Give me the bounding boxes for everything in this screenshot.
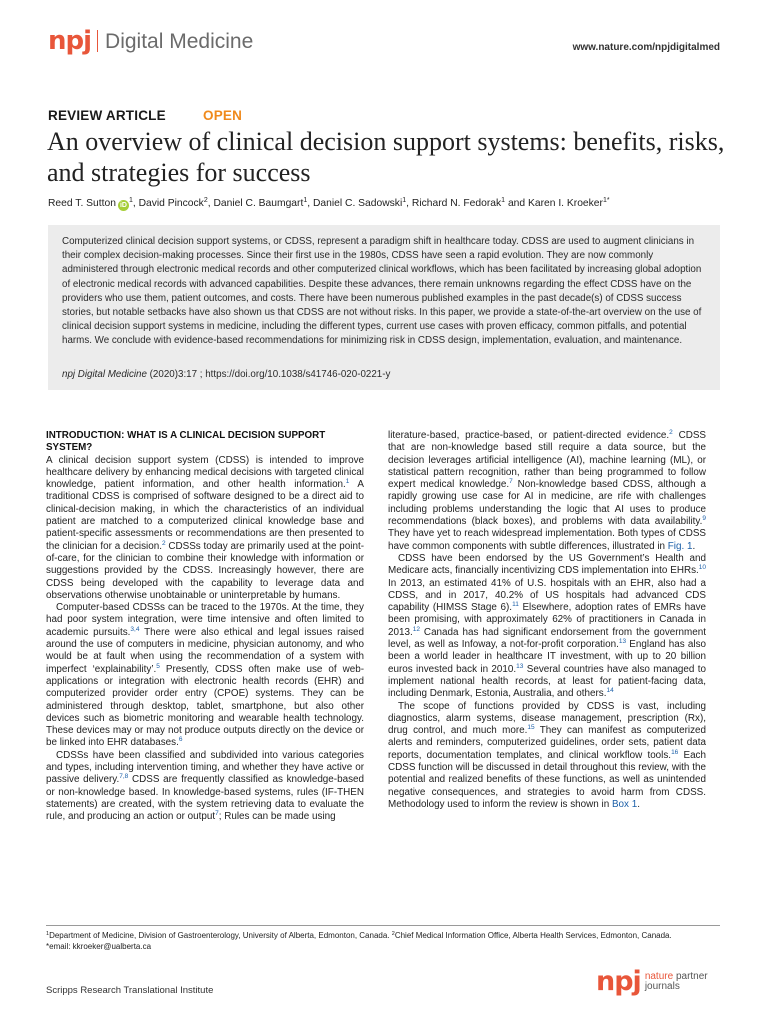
body-paragraph: literature-based, practice-based, or patient-directed evidence.$^2$ CDSS that are non-knowledge based still require a data source, but the decision leverages artificial intelligence (AI), machine learning (ML), or statistical pattern recognition, rather than being programmed to follow expert medical knowledge.$^7$ Non-knowledge based CDSS, although a rapidly growing use case for AI in medicine, are rife with challenges including problems understanding the logic that AI uses to produce recommendations (black boxes), and problems with data availability.$^9$ They have yet to reach widespread implementation. Both types of CDSS have common components with subtle differences, illustrated in Fig. 1. bbox=[388, 429, 707, 552]
reference-link[interactable]: 7 bbox=[509, 478, 513, 486]
reference-link[interactable]: 11 bbox=[512, 601, 519, 609]
orcid-icon[interactable]: iD bbox=[119, 202, 127, 209]
body-paragraph: CDSSs have been classified and subdivided into various categories and types, including intervention timing, and whether they have active or passive delivery.$^{7,8}$ CDSS are frequently classified as knowledge-based or non-knowledge based. In knowledge-based systems, rules (IF-THEN statements) are created, with the system retrieving data to evaluate the rule, and producing an action or output$^7$; Rules can be made using bbox=[46, 749, 364, 823]
affiliation-2: Chief Medical Information Office, Alberta Health Services, Edmonton, Canada. bbox=[394, 931, 672, 940]
author-affiliation-mark: 1 bbox=[128, 197, 133, 204]
reference-link[interactable]: 2 bbox=[669, 429, 673, 436]
section-heading: INTRODUCTION: WHAT IS A CLINICAL DECISION SUPPORT SYSTEM? bbox=[46, 430, 326, 454]
author-affiliation-mark: 1 bbox=[402, 197, 407, 204]
article-title: An overview of clinical decision support systems: benefits, risks, and strategies for success bbox=[47, 127, 725, 187]
author-separator: , bbox=[406, 198, 412, 209]
affiliations-footnote bbox=[46, 930, 726, 952]
author-name[interactable]: Daniel C. Sadowski bbox=[312, 198, 403, 209]
partner-journals-word: journals bbox=[644, 980, 680, 992]
reference-link[interactable]: 3,4 bbox=[130, 625, 140, 633]
reference-link[interactable]: 13 bbox=[618, 638, 627, 646]
journal-url-link[interactable]: www.nature.com/npjdigitalmed bbox=[572, 42, 720, 53]
author-affiliation-mark: 1 bbox=[303, 197, 308, 204]
reference-link[interactable]: 12 bbox=[412, 625, 420, 633]
figure-link[interactable]: Fig. 1 bbox=[667, 540, 693, 552]
open-access-badge: OPEN bbox=[203, 108, 243, 123]
citation-line bbox=[62, 369, 708, 380]
journal-name: Digital Medicine bbox=[105, 29, 254, 53]
body-paragraph: The scope of functions provided by CDSS is vast, including diagnostics, alarm systems, disease management, prescription (Rx), drug control, and much more.$^{15}$ They can manifest as computerized alerts and reminders, computerized guidelines, order sets, patient data reports, documentation templates, and clinical workflow tools.$^{16}$ Each CDSS function will be discussed in detail throughout this review, with the potential and realized benefits of these functions, as well as unintended negative consequences, and strategies to avoid harm from CDSS. Methodology used to inform the review is shown in Box 1. bbox=[388, 700, 706, 810]
body-paragraph: Computer-based CDSSs can be traced to the 1970s. At the time, they had poor system integration, were time intensive and often limited to academic pursuits.$^{3,4}$ There were also ethical and legal issues raised around the use of computers in medicine, physician autonomy, and who would be at fault when using the recommendation of a system with imperfect ‘explainability’.$^5$ Presently, CDSS often make use of web-applications or integration with electronic health records (EHR) and computerized provider order entry (CPOE) systems. They can be administered through desktop, tablet, smartphone, but also other devices such as biometric monitoring and wearable health technology. These devices may or may not produce outputs directly on the device or be linked into EHR databases.$^6$ bbox=[46, 602, 365, 749]
reference-link[interactable]: 13 bbox=[516, 662, 524, 670]
body-column-right bbox=[388, 430, 706, 811]
partner-nature-word: nature bbox=[644, 970, 674, 982]
author-list bbox=[48, 197, 728, 211]
author-separator: , bbox=[307, 198, 313, 209]
abstract-text: Computerized clinical decision support systems, or CDSS, represent a paradigm shift in healthcare today. CDSS are used to augment clinicians in their complex decision-making processes. Since their first use in the 1980s, CDSS have seen a rapid evolution. They are now commonly administered through electronic medical records and other computerized clinical workflows, which has been facilitated by increasing global adoption of electronic medical records with advanced capabilities. Despite these advances, there remain unknowns regarding the effect CDSS have on the providers who use them, patient outcomes, and costs. There have been numerous published examples in the past decade(s) of CDSS success stories, but notable setbacks have also shown us that CDSS are not without risks. In this paper, we provide a state-of-the-art overview on the use of clinical decision support systems in medicine, including the different types, current use cases with proven efficacy, common pitfalls, and potential harms. We conclude with evidence-based recommendations for minimizing risk in CDSS design, implementation, evaluation, and maintenance. bbox=[62, 236, 702, 347]
author-name[interactable]: Daniel C. Baumgart bbox=[213, 198, 304, 209]
affiliation-1: Department of Medicine, Division of Gastroenterology, University of Alberta, Edmonton, Canada. bbox=[49, 931, 390, 940]
footnote-divider bbox=[46, 925, 720, 926]
right-paragraphs bbox=[388, 430, 706, 811]
author-name[interactable]: Karen I. Kroeker bbox=[527, 198, 603, 209]
npj-logo: npj bbox=[48, 26, 92, 56]
body-paragraph: A clinical decision support system (CDSS) is intended to improve healthcare delivery by enhancing medical decisions with targeted clinical knowledge, patient information, and other health information.$^1$ A traditional CDSS is comprised of software designed to be a direct aid to clinical-decision making, in which the characteristics of an individual patient are matched to a computerized clinical knowledge base and patient-specific assessments or recommendations are then presented to the clinician for a decision.$^2$ CDSSs today are primarily used at the point-of-care, for the clinician to combine their knowledge with information or suggestions provided by the CDSS. Increasingly however, there are CDSS being developed with the capability to leverage data and observations otherwise unobtainable or uninterpretable by humans. bbox=[46, 454, 365, 601]
author-affiliation-mark: 1 bbox=[501, 197, 506, 204]
brand-divider bbox=[97, 30, 98, 52]
author-name[interactable]: David Pincock bbox=[138, 198, 204, 209]
author-separator: , bbox=[207, 198, 214, 209]
affiliation-line bbox=[46, 930, 726, 941]
left-paragraphs bbox=[46, 455, 364, 824]
reference-link[interactable]: 10 bbox=[698, 564, 706, 572]
reference-link[interactable]: 15 bbox=[527, 724, 535, 732]
author-separator: , bbox=[132, 198, 139, 209]
author-name[interactable]: Richard N. Fedorak bbox=[411, 198, 502, 209]
author-separator: and bbox=[505, 198, 528, 209]
nature-partner-logo bbox=[596, 968, 708, 995]
corresponding-email[interactable]: *email: kkroeker@ualberta.ca bbox=[46, 942, 152, 951]
partner-npj-mark: npj bbox=[596, 966, 641, 997]
reference-link[interactable]: 5 bbox=[156, 662, 160, 670]
journal-brand[interactable] bbox=[48, 28, 253, 54]
reference-link[interactable]: 14 bbox=[606, 687, 614, 695]
reference-link[interactable]: 9 bbox=[702, 515, 706, 523]
body-paragraph: CDSS have been endorsed by the US Government’s Health and Medicare acts, financially incentivizing CDS implementation into EHRs.$^{10}$ In 2013, an estimated 41% of U.S. hospitals with an EHR, also had a CDSS, and in 2017, 40.2% of US hospitals had advanced CDS capability (HIMSS Stage 6).$^{11}$ Elsewhere, adoption rates of EMRs have been promising, with approximately 62% of practitioners in Canada in 2013.12 Canada has had significant endorsement from the government level, as well as Infoway, a not-for-profit corporation.$^{13}$ England has also been a world leader in healthcare IT investment, with up to 20 billion euros invested back in 2010.13 Several countries have also managed to implement national health records, at least for patient-facing data, including Denmark, Estonia, Australia, and others.$^{14}$ bbox=[388, 552, 707, 700]
affiliation-2-mark: 2 bbox=[391, 931, 395, 937]
reference-link[interactable]: 2 bbox=[161, 539, 166, 547]
reference-link[interactable]: 7 bbox=[215, 810, 219, 818]
partner-wordmark bbox=[645, 972, 708, 992]
author-affiliation-mark: 2 bbox=[203, 197, 208, 204]
author-name[interactable]: Reed T. Sutton bbox=[48, 198, 116, 209]
figure-link[interactable]: Box 1 bbox=[611, 798, 638, 810]
article-type: REVIEW ARTICLE bbox=[48, 108, 166, 123]
author-affiliation-mark: 1* bbox=[602, 197, 610, 204]
reference-link[interactable]: 1 bbox=[345, 478, 350, 486]
citation-journal: npj Digital Medicine bbox=[62, 369, 147, 380]
body-column-left bbox=[46, 430, 364, 824]
partner-word: partner bbox=[673, 970, 708, 982]
reference-link[interactable]: 7,8 bbox=[119, 773, 129, 781]
publisher-name: Scripps Research Translational Institute bbox=[46, 985, 214, 996]
reference-link[interactable]: 16 bbox=[671, 748, 679, 756]
reference-link[interactable]: 6 bbox=[178, 736, 183, 744]
affiliation-1-mark: 1 bbox=[46, 931, 50, 937]
citation-doi[interactable]: (2020)3:17 ; https://doi.org/10.1038/s41746-020-0221-y bbox=[146, 369, 391, 380]
